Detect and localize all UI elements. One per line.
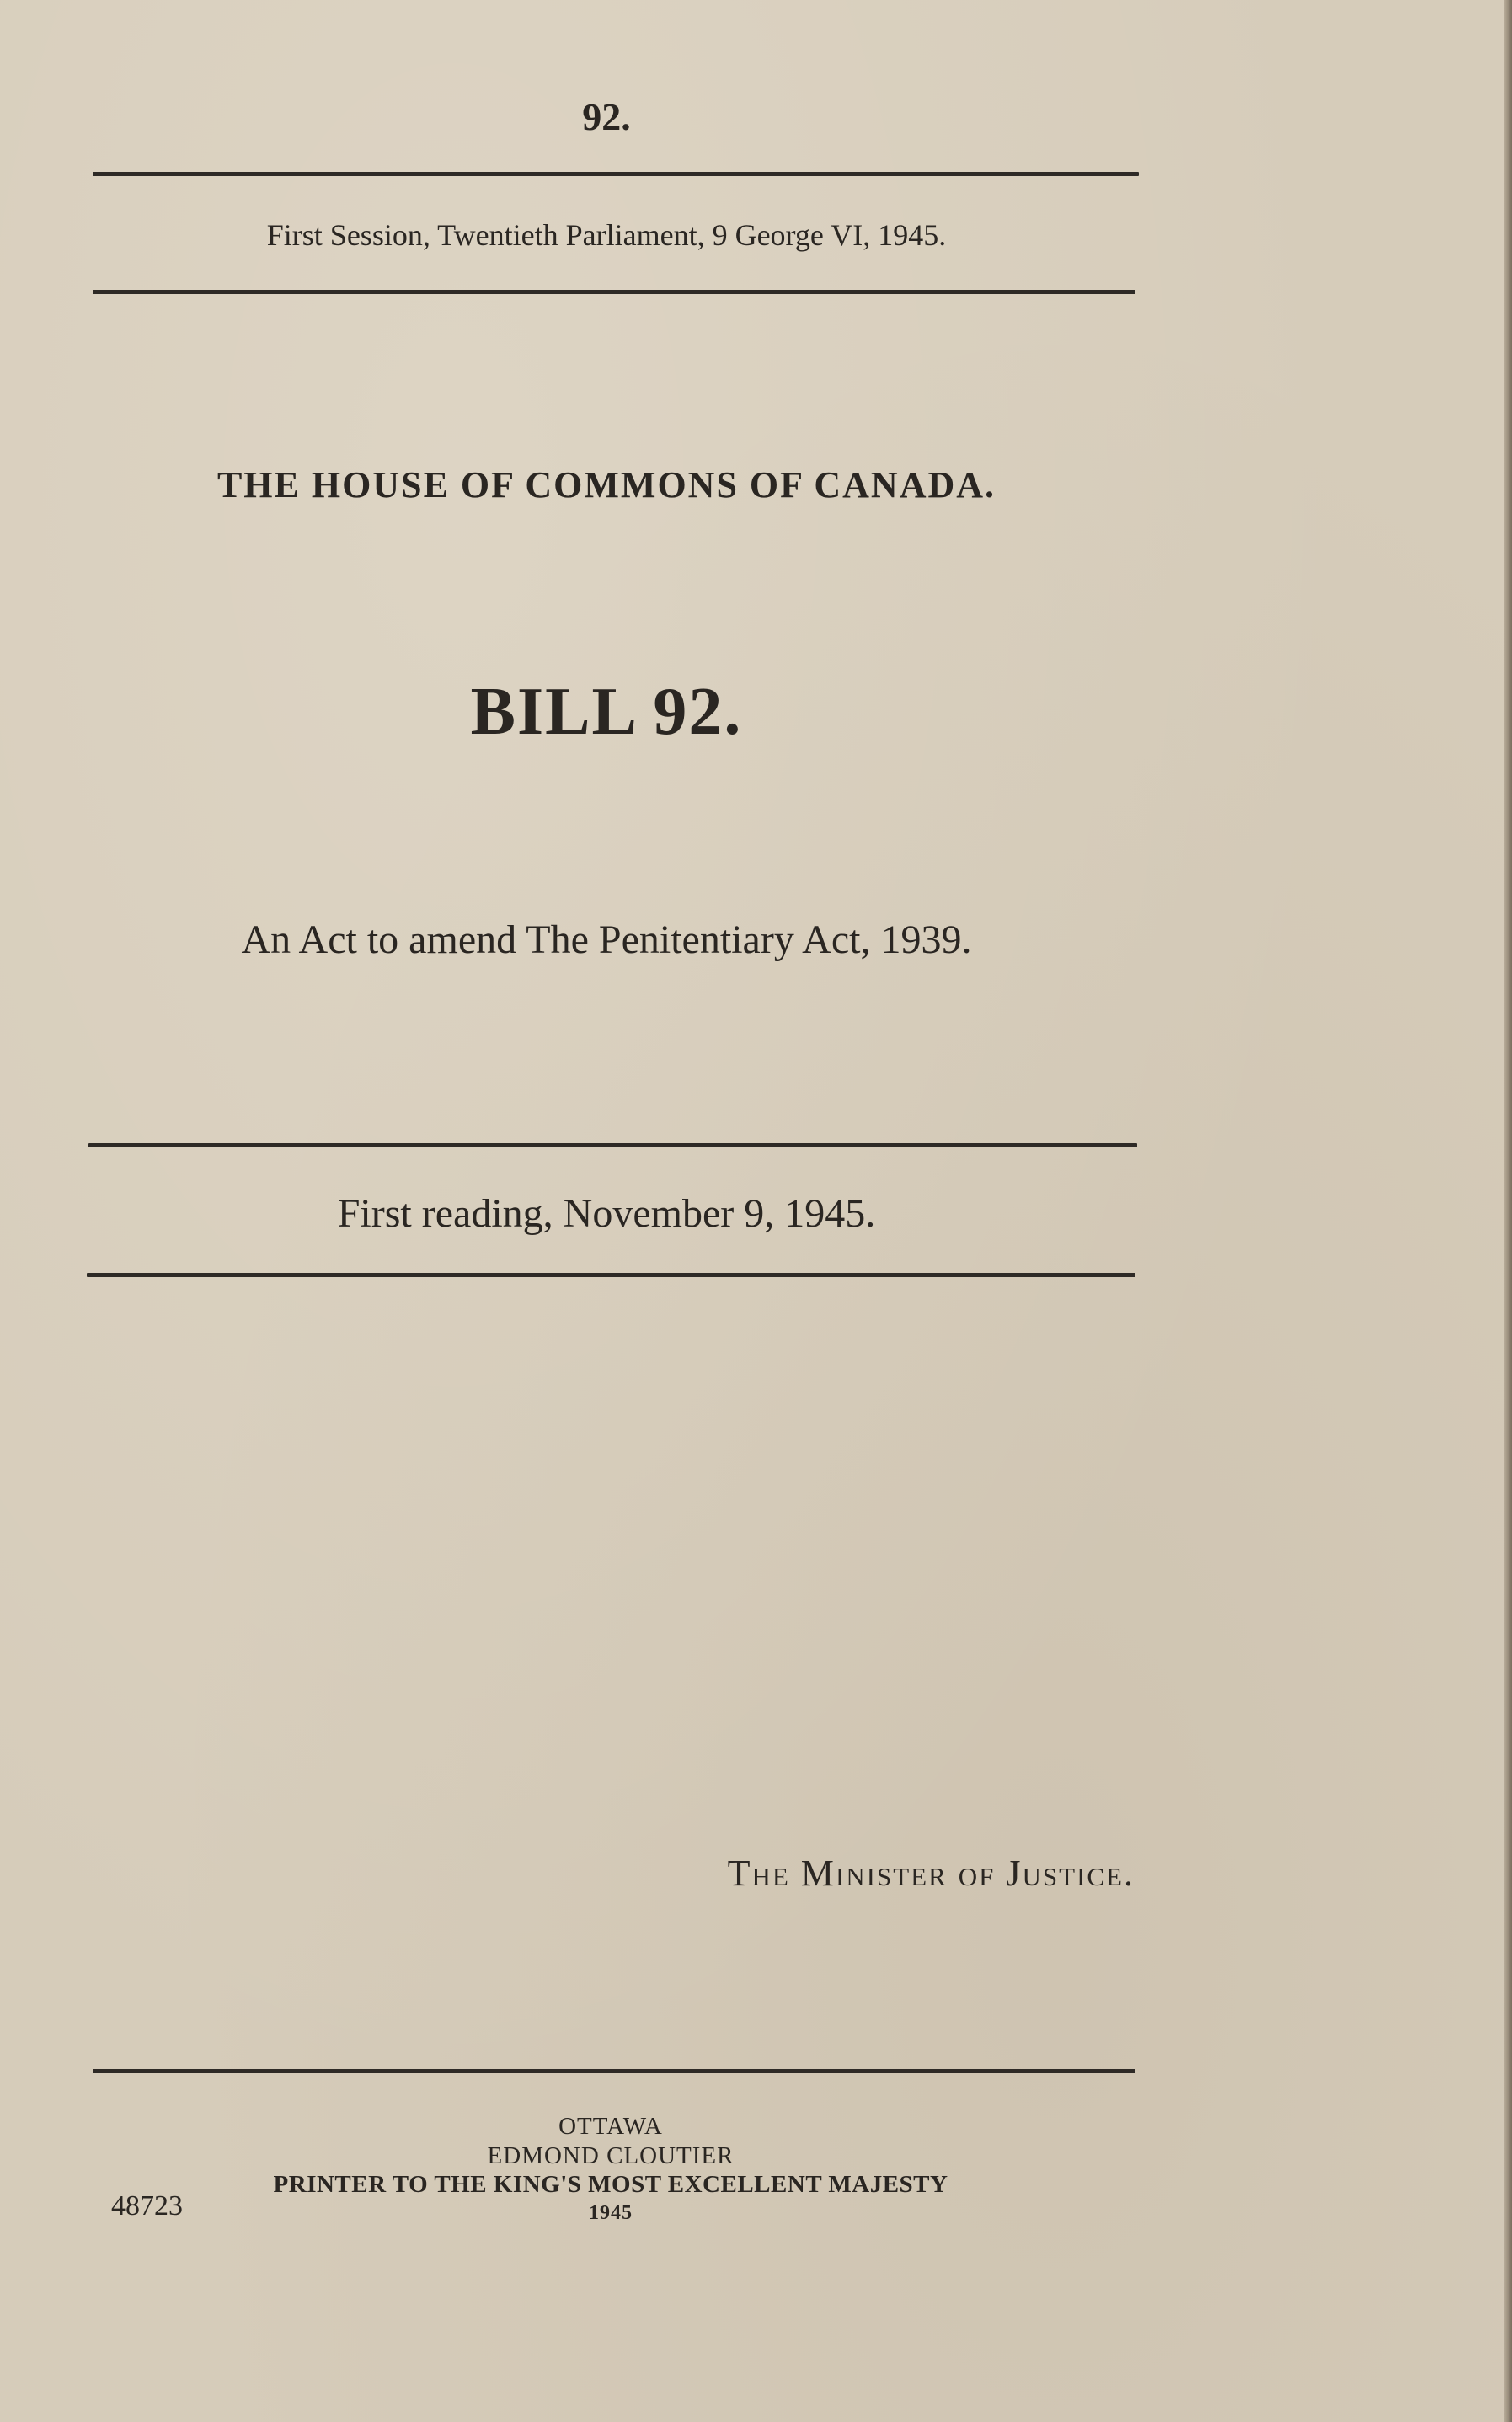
top-rule-1 xyxy=(93,172,1139,176)
house-title: THE HOUSE OF COMMONS OF CANADA. xyxy=(216,464,996,505)
imprint-city: OTTAWA xyxy=(558,2113,663,2140)
reading-rule-top xyxy=(88,1143,1137,1147)
session-line: First Session, Twentieth Parliament, 9 George VI, 1945. xyxy=(266,218,947,252)
imprint-rule xyxy=(93,2069,1135,2073)
imprint-year: 1945 xyxy=(589,2202,633,2224)
job-number: 48723 xyxy=(111,2190,183,2222)
bill-title: BILL 92. xyxy=(470,675,743,749)
imprint-printer: EDMOND CLOUTIER xyxy=(487,2142,735,2169)
reading-rule-bottom xyxy=(87,1273,1135,1277)
act-title: An Act to amend The Penitentiary Act, 1939. xyxy=(241,917,972,962)
page-edge-shadow xyxy=(1504,0,1512,2422)
imprint-role: PRINTER TO THE KING'S MOST EXCELLENT MAJESTY xyxy=(273,2171,948,2198)
first-reading-line: First reading, November 9, 1945. xyxy=(337,1191,876,1236)
minister-signature: The Minister of Justice. xyxy=(727,1853,1135,1894)
page-number: 92. xyxy=(582,95,631,138)
top-rule-2 xyxy=(93,290,1135,294)
